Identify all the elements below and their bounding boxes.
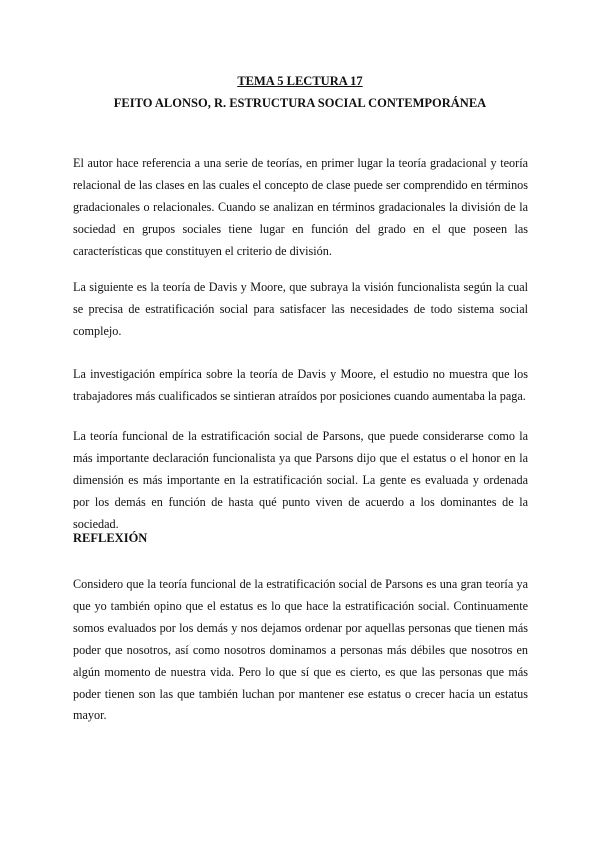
lecture-title: TEMA 5 LECTURA 17 — [237, 74, 363, 88]
paragraph-gradational-theory: El autor hace referencia a una serie de teorías, en primer lugar la teoría gradacional y teoría relacional de las clases en las cuales el concepto de clase puede ser comprendido en términos gradacionales o relacionales. Cuando se analizan en términos gradacionales la división de la sociedad en grupos sociales tiene lugar en función del grado en el que poseen las características que constituyen el criterio de división. — [73, 156, 528, 258]
document-header — [0, 70, 600, 114]
paragraph-parsons-theory: La teoría funcional de la estratificación social de Parsons, que puede considerarse como la más importante declaración funcionalista ya que Parsons dijo que el estatus o el honor en la dimensión es más importante en la estratificación social. La gente es evaluada y ordenada por los demás en función de hasta qué punto viven de acuerdo a los dominantes de la sociedad. — [73, 429, 528, 531]
reflexion-paragraph: Considero que la teoría funcional de la estratificación social de Parsons es una gran teoría ya que yo también opino que el estatus es lo que hace la estratificación social. Continuamente somos evaluados por los demás y nos dejamos ordenar por aquellas personas que tienen más poder que nosotros, así como nosotros dominamos a personas más débiles que nosotros en algún momento de nuestra vida. Pero lo que sí que es cierto, es que las personas que más poder tienen son las que también luchan por mantener ese estatus o crecer hacia un estatus mayor. — [73, 577, 528, 723]
paragraph-empirical-research: La investigación empírica sobre la teoría de Davis y Moore, el estudio no muestra que los trabajadores más cualificados se sintieran atraídos por posiciones cuando aumentaba la paga. — [73, 367, 528, 403]
reading-title: FEITO ALONSO, R. ESTRUCTURA SOCIAL CONTEMPORÁNEA — [113, 96, 487, 110]
reflexion-heading: REFLEXIÓN — [73, 531, 148, 545]
paragraph-davis-moore-theory: La siguiente es la teoría de Davis y Moore, que subraya la visión funcionalista según la cual se precisa de estratificación social para satisfacer las necesidades de todo sistema social complejo. — [73, 280, 528, 338]
